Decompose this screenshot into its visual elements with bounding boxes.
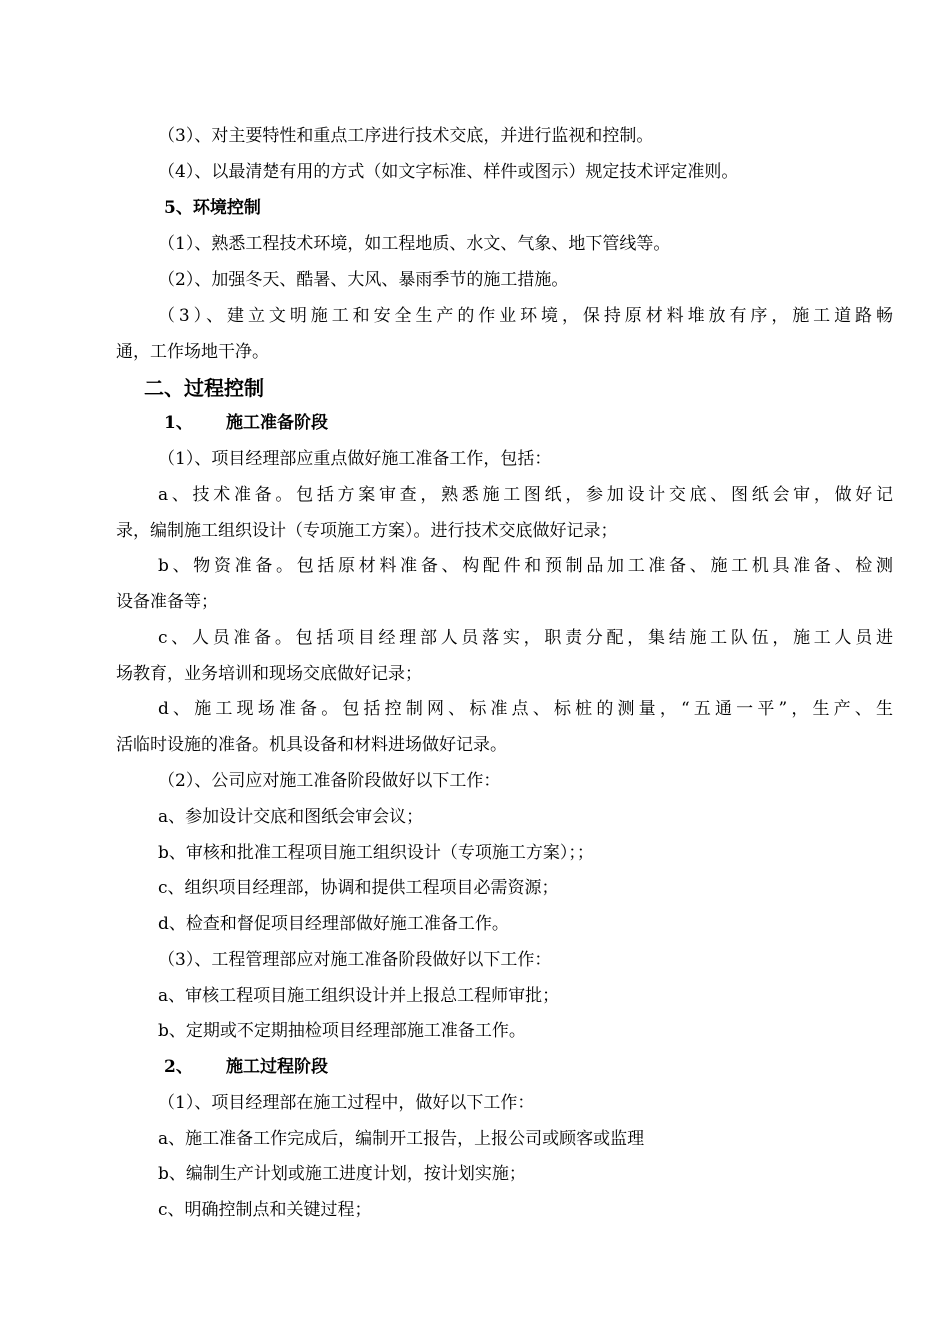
- paragraph: c、组织项目经理部，协调和提供工程项目必需资源；: [158, 878, 559, 898]
- paragraph: （1）、熟悉工程技术环境，如工程地质、水文、气象、地下管线等。: [158, 234, 671, 254]
- paragraph: （4）、以最清楚有用的方式（如文字标准、样件或图示）规定技术评定准则。: [158, 162, 739, 182]
- paragraph-continuation: 活临时设施的准备。机具设备和材料进场做好记录。: [116, 735, 507, 755]
- paragraph: （3）、对主要特性和重点工序进行技术交底，并进行监视和控制。: [158, 126, 654, 146]
- subsection-heading: [116, 1055, 899, 1079]
- paragraph: （3）、建立文明施工和安全生产的作业环境，保持原材料堆放有序，施工道路畅: [158, 306, 893, 326]
- paragraph: （1）、项目经理部在施工过程中，做好以下工作：: [158, 1093, 535, 1113]
- section-heading: 5、环境控制: [164, 198, 261, 218]
- paragraph: b、定期或不定期抽检项目经理部施工准备工作。: [158, 1021, 526, 1041]
- paragraph: b、物资准备。包括原材料准备、构配件和预制品加工准备、施工机具准备、检测: [158, 556, 893, 576]
- paragraph: b、编制生产计划或施工进度计划，按计划实施；: [158, 1164, 526, 1184]
- subsection-title: 施工准备阶段: [226, 413, 328, 433]
- paragraph: c、明确控制点和关键过程；: [158, 1200, 372, 1220]
- subsection-title: 施工过程阶段: [226, 1057, 328, 1077]
- paragraph: a、参加设计交底和图纸会审会议；: [158, 807, 424, 827]
- paragraph: c、人员准备。包括项目经理部人员落实，职责分配，集结施工队伍，施工人员进: [158, 628, 893, 648]
- paragraph-continuation: 场教育，业务培训和现场交底做好记录；: [116, 664, 422, 684]
- subsection-number: 2、: [164, 1057, 193, 1077]
- paragraph: d、施工现场准备。包括控制网、标准点、标桩的测量，“五通一平”，生产、生: [158, 699, 893, 719]
- paragraph-continuation: 录，编制施工组织设计（专项施工方案）。进行技术交底做好记录；: [116, 521, 618, 541]
- paragraph: （1）、项目经理部应重点做好施工准备工作，包括：: [158, 449, 552, 469]
- paragraph: a、技术准备。包括方案审查，熟悉施工图纸，参加设计交底、图纸会审，做好记: [158, 485, 893, 505]
- paragraph: （2）、公司应对施工准备阶段做好以下工作：: [158, 771, 501, 791]
- paragraph: （2）、加强冬天、酷暑、大风、暴雨季节的施工措施。: [158, 270, 569, 290]
- paragraph: a、施工准备工作完成后，编制开工报告，上报公司或顾客或监理: [158, 1129, 645, 1149]
- chapter-heading: 二、过程控制: [144, 376, 264, 400]
- paragraph: b、审核和批准工程项目施工组织设计（专项施工方案）；；: [158, 843, 594, 863]
- paragraph-continuation: 通，工作场地干净。: [116, 342, 269, 362]
- paragraph-continuation: 设备准备等；: [116, 592, 218, 612]
- paragraph: （3）、工程管理部应对施工准备阶段做好以下工作：: [158, 950, 552, 970]
- subsection-heading: [116, 411, 899, 435]
- paragraph: a、审核工程项目施工组织设计并上报总工程师审批；: [158, 986, 560, 1006]
- subsection-number: 1、: [164, 413, 193, 433]
- paragraph: d、检查和督促项目经理部做好施工准备工作。: [158, 914, 509, 934]
